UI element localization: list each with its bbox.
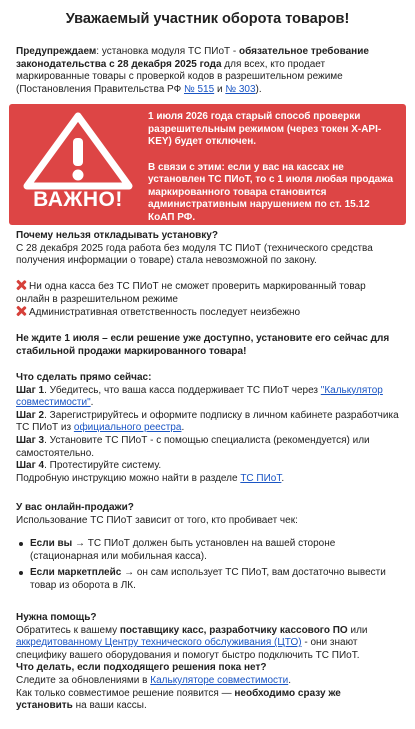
warning-requirement: обязательное требование законодательства с 28 декабря 2025 года bbox=[16, 46, 369, 70]
page-title: Уважаемый участник оборота товаров! bbox=[65, 11, 350, 27]
resolution-303-link[interactable]: № 303 bbox=[225, 83, 256, 95]
warning-paragraph bbox=[16, 46, 400, 96]
list-item: Если вы → ТС ПИоТ должен быть установлен на вашей стороне (стационарная или мобильная касса). bbox=[16, 538, 400, 563]
no-solution-question: Что делать, если подходящего решения пока нет? bbox=[16, 662, 267, 674]
warning-text: : установка модуля ТС ПИоТ - bbox=[96, 46, 240, 57]
online-heading: У вас онлайн-продажи? bbox=[16, 502, 134, 513]
why-heading: Почему нельзя откладывать установку? bbox=[16, 230, 218, 241]
steps-heading: Что сделать прямо сейчас: bbox=[16, 372, 152, 383]
help-heading: Нужна помощь? bbox=[16, 612, 97, 623]
resolution-515-link[interactable]: № 515 bbox=[183, 83, 215, 95]
risk-item-1: Ни одна касса без ТС ПИоТ не сможет проверить маркированный товар онлайн в разрешительном режиме bbox=[16, 281, 366, 305]
warning-triangle-icon bbox=[23, 112, 133, 190]
compatibility-calculator-link[interactable]: "Калькулятор совместимости" bbox=[16, 384, 383, 409]
why-section bbox=[16, 230, 400, 268]
alert-paragraph-2: В связи с этим: если у вас на кассах не установлен ТС ПИоТ, то с 1 июля любая продажа маркированного товара становится административным нарушением по ст. 15.12 КоАП РФ. bbox=[148, 161, 394, 223]
cta-text: Не ждите 1 июля – если решение уже доступно, установите его сейчас для стабильной продажи маркированного товара! bbox=[16, 333, 390, 357]
official-registry-link[interactable]: официального реестра bbox=[73, 422, 182, 434]
online-text: Использование ТС ПИоТ зависит от того, кто пробивает чек: bbox=[16, 514, 298, 526]
service-center-link[interactable]: аккредитованному Центру технического обслуживания (ЦТО) bbox=[16, 637, 302, 649]
warning-conj: и bbox=[214, 83, 226, 95]
step-4: Шаг 4. Протестируйте систему. bbox=[16, 460, 162, 472]
alert-text bbox=[148, 111, 398, 224]
install-notice: Как только совместимое решение появится — необходимо сразу же установить на ваши кассы. bbox=[16, 687, 341, 712]
online-sales-section bbox=[16, 502, 400, 527]
list-item: Если маркетплейс → он сам использует ТС ПИоТ, вам достаточно вывести товар из оборота в ЛК. bbox=[16, 567, 400, 592]
important-alert-box bbox=[9, 104, 406, 225]
warning-text-2: для всех, кто продает маркированные товары с проверкой кодов в разрешительном режиме (Постановления Правительства РФ bbox=[16, 58, 343, 95]
alert-line1: 1 июля 2026 года старый способ проверки разрешительным режимом (через токен X-API-KEY) будет отключен. bbox=[148, 111, 382, 147]
cross-icon bbox=[16, 306, 26, 316]
step-2: Шаг 2. Зарегистрируйтесь и оформите подписку в личном кабинете разработчика ТС ПИоТ из официального реестра. bbox=[16, 409, 399, 434]
risk-list bbox=[16, 280, 400, 320]
step-3: Шаг 3. Установите ТС ПИоТ - с помощью специалиста (рекомендуется) или самостоятельно. bbox=[16, 434, 370, 459]
follow-updates: Следите за обновлениями в Калькуляторе совместимости. bbox=[16, 674, 292, 686]
ts-piot-section-link[interactable]: ТС ПИоТ bbox=[240, 472, 282, 484]
risk-item-2: Административная ответственность последует неизбежно bbox=[16, 306, 400, 320]
calculator-updates-link[interactable]: Калькуляторе совместимости bbox=[150, 674, 289, 686]
online-bullets bbox=[16, 538, 400, 592]
cross-icon bbox=[16, 280, 26, 290]
important-badge: ВАЖНО! bbox=[33, 188, 123, 211]
why-text: С 28 декабря 2025 года работа без модуля ТС ПИоТ (технического средства получения информации о товаре) стала невозможной по закону. bbox=[16, 242, 373, 267]
warning-lead: Предупреждаем bbox=[16, 46, 97, 57]
warning-end: ). bbox=[255, 83, 262, 95]
steps-section bbox=[16, 372, 400, 485]
help-text: Обратитесь к вашему поставщику касс, разработчику кассового ПО или аккредитованному Центру технического обслуживания (ЦТО) - они знают специфику вашего оборудования и помогут быстро подключить ТС ПИоТ. bbox=[16, 624, 368, 661]
guide-line: Подробную инструкцию можно найти в разделе ТС ПИоТ. bbox=[16, 472, 285, 484]
step-1: Шаг 1. Убедитесь, что ваша касса поддерживает ТС ПИоТ через "Калькулятор совместимости". bbox=[16, 384, 383, 409]
help-section bbox=[16, 612, 400, 713]
